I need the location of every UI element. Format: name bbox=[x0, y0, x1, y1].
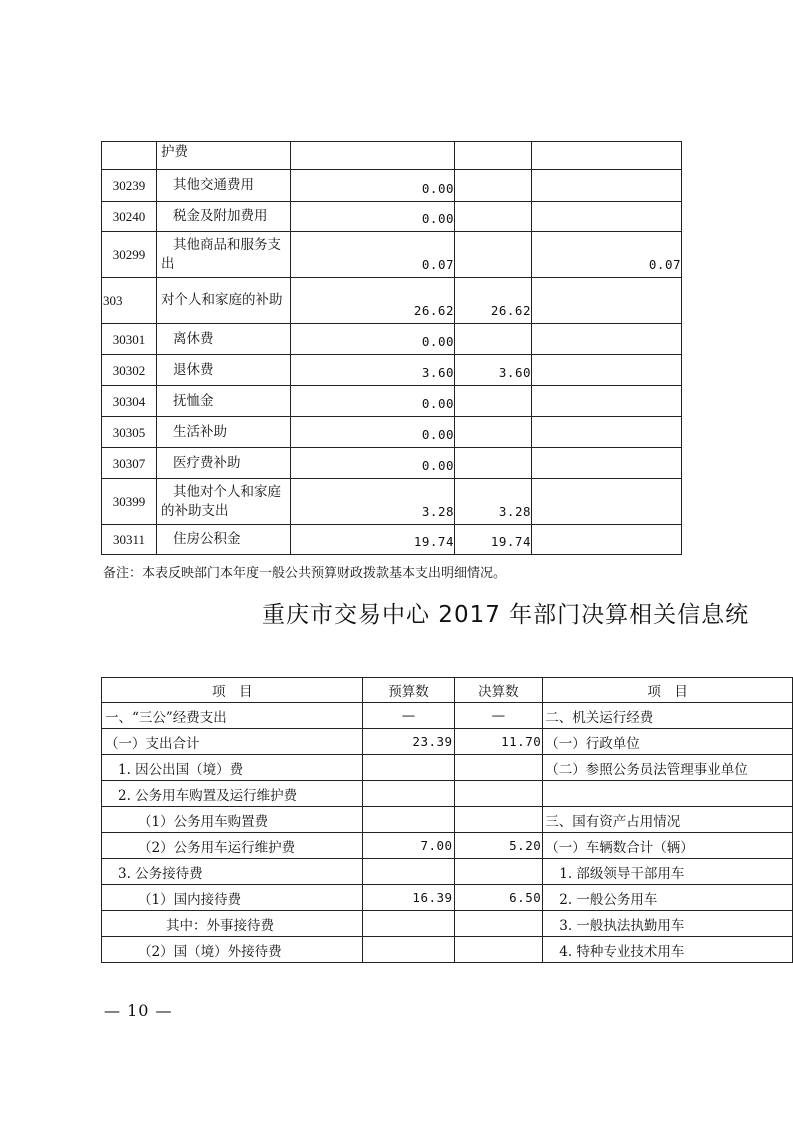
table-row bbox=[102, 755, 793, 781]
row-value-personnel bbox=[455, 202, 532, 232]
table-header-row bbox=[102, 678, 793, 703]
row-value-public bbox=[532, 386, 682, 417]
row-code: 30399 bbox=[102, 479, 157, 525]
table-row bbox=[102, 170, 682, 202]
row-value-personnel bbox=[455, 232, 532, 278]
row-value-total: 19.74 bbox=[291, 525, 455, 555]
row-left-item: （1）公务用车购置费 bbox=[102, 807, 363, 833]
section-title: 重庆市交易中心 2017 年部门决算相关信息统 bbox=[262, 602, 750, 628]
row-final bbox=[454, 781, 543, 807]
table-row bbox=[102, 937, 793, 963]
row-value-personnel bbox=[455, 448, 532, 479]
row-value-public bbox=[532, 170, 682, 202]
row-final: 5.20 bbox=[454, 833, 543, 859]
row-name: 其他对个人和家庭的补助支出 bbox=[157, 479, 291, 525]
row-left-item: 2. 公务用车购置及运行维护费 bbox=[102, 781, 363, 807]
table-row bbox=[102, 703, 793, 729]
table-note: 备注：本表反映部门本年度一般公共预算财政拨款基本支出明细情况。 bbox=[103, 566, 507, 581]
table-row bbox=[102, 729, 793, 755]
row-final: 11.70 bbox=[454, 729, 543, 755]
row-left-item: 1. 因公出国（境）费 bbox=[102, 755, 363, 781]
row-value-public bbox=[532, 142, 682, 170]
page-number: — 10 — bbox=[104, 1001, 173, 1020]
row-value-personnel bbox=[455, 386, 532, 417]
table-row bbox=[102, 479, 682, 525]
row-right-item: （一）车辆数合计（辆） bbox=[543, 833, 793, 859]
row-right-item: （二）参照公务员法管理事业单位 bbox=[543, 755, 793, 781]
row-code: 30307 bbox=[102, 448, 157, 479]
row-code: 30302 bbox=[102, 355, 157, 386]
row-value-total: 0.07 bbox=[291, 232, 455, 278]
row-value-total: 3.28 bbox=[291, 479, 455, 525]
row-value-personnel: 3.60 bbox=[455, 355, 532, 386]
row-right-item: 4. 特种专业技术用车 bbox=[543, 937, 793, 963]
row-name: 离休费 bbox=[157, 324, 291, 355]
row-value-total: 0.00 bbox=[291, 324, 455, 355]
row-name: 住房公积金 bbox=[157, 525, 291, 555]
row-value-public bbox=[532, 448, 682, 479]
table-row bbox=[102, 781, 793, 807]
table-row bbox=[102, 386, 682, 417]
row-value-public bbox=[532, 324, 682, 355]
row-left-item: （2）公务用车运行维护费 bbox=[102, 833, 363, 859]
row-right-item: 二、机关运行经费 bbox=[543, 703, 793, 729]
row-code: 30301 bbox=[102, 324, 157, 355]
row-left-item: 其中：外事接待费 bbox=[102, 911, 363, 937]
row-code: 30305 bbox=[102, 417, 157, 448]
row-right-item: 三、国有资产占用情况 bbox=[543, 807, 793, 833]
row-final: — bbox=[454, 703, 543, 729]
row-final bbox=[454, 911, 543, 937]
row-value-personnel bbox=[455, 170, 532, 202]
row-value-total: 0.00 bbox=[291, 386, 455, 417]
row-value-total: 3.60 bbox=[291, 355, 455, 386]
table-row bbox=[102, 202, 682, 232]
row-name: 其他商品和服务支出 bbox=[157, 232, 291, 278]
row-name: 退休费 bbox=[157, 355, 291, 386]
row-value-public: 0.07 bbox=[532, 232, 682, 278]
table-row bbox=[102, 807, 793, 833]
header-budget: 预算数 bbox=[363, 678, 454, 703]
row-value-total: 0.00 bbox=[291, 448, 455, 479]
info-statistics-table bbox=[101, 677, 793, 963]
table-row bbox=[102, 355, 682, 386]
header-item: 项 目 bbox=[102, 678, 363, 703]
row-value-public bbox=[532, 202, 682, 232]
row-budget bbox=[363, 807, 454, 833]
row-name: 对个人和家庭的补助 bbox=[157, 278, 291, 324]
row-left-item: （一）支出合计 bbox=[102, 729, 363, 755]
row-name: 税金及附加费用 bbox=[157, 202, 291, 232]
row-code bbox=[102, 142, 157, 170]
row-right-item: 3. 一般执法执勤用车 bbox=[543, 911, 793, 937]
row-left-item: （2）国（境）外接待费 bbox=[102, 937, 363, 963]
row-code: 30239 bbox=[102, 170, 157, 202]
table-row bbox=[102, 525, 682, 555]
table-row bbox=[102, 417, 682, 448]
row-value-total bbox=[291, 142, 455, 170]
row-value-total: 26.62 bbox=[291, 278, 455, 324]
header-final: 决算数 bbox=[454, 678, 543, 703]
row-budget: — bbox=[363, 703, 454, 729]
row-budget bbox=[363, 781, 454, 807]
row-right-item: （一）行政单位 bbox=[543, 729, 793, 755]
row-right-item: 2. 一般公务用车 bbox=[543, 885, 793, 911]
row-value-total: 0.00 bbox=[291, 417, 455, 448]
row-budget bbox=[363, 911, 454, 937]
row-left-item: （1）国内接待费 bbox=[102, 885, 363, 911]
row-final bbox=[454, 937, 543, 963]
row-final bbox=[454, 807, 543, 833]
row-left-item: 一、“三公”经费支出 bbox=[102, 703, 363, 729]
row-code: 30304 bbox=[102, 386, 157, 417]
row-budget bbox=[363, 859, 454, 885]
table-row bbox=[102, 859, 793, 885]
row-value-personnel: 19.74 bbox=[455, 525, 532, 555]
row-value-public bbox=[532, 479, 682, 525]
row-right-item: 1. 部级领导干部用车 bbox=[543, 859, 793, 885]
table-row bbox=[102, 911, 793, 937]
row-value-personnel bbox=[455, 417, 532, 448]
row-value-public bbox=[532, 417, 682, 448]
row-value-personnel bbox=[455, 324, 532, 355]
row-code: 30299 bbox=[102, 232, 157, 278]
row-value-total: 0.00 bbox=[291, 202, 455, 232]
row-code: 30311 bbox=[102, 525, 157, 555]
row-name: 护费 bbox=[157, 142, 291, 170]
info-table-container bbox=[101, 677, 793, 969]
row-value-total: 0.00 bbox=[291, 170, 455, 202]
row-budget bbox=[363, 755, 454, 781]
row-name: 医疗费补助 bbox=[157, 448, 291, 479]
row-budget: 23.39 bbox=[363, 729, 454, 755]
row-value-public bbox=[532, 355, 682, 386]
expense-detail-table bbox=[101, 141, 682, 555]
row-value-public bbox=[532, 525, 682, 555]
table-row bbox=[102, 885, 793, 911]
table-row bbox=[102, 278, 682, 324]
row-code: 30240 bbox=[102, 202, 157, 232]
row-name: 抚恤金 bbox=[157, 386, 291, 417]
row-value-personnel: 26.62 bbox=[455, 278, 532, 324]
row-value-personnel bbox=[455, 142, 532, 170]
row-budget: 7.00 bbox=[363, 833, 454, 859]
row-final bbox=[454, 755, 543, 781]
row-right-item bbox=[543, 781, 793, 807]
row-budget bbox=[363, 937, 454, 963]
table-row bbox=[102, 232, 682, 278]
row-code: 303 bbox=[102, 278, 157, 324]
row-name: 生活补助 bbox=[157, 417, 291, 448]
row-final: 6.50 bbox=[454, 885, 543, 911]
row-budget: 16.39 bbox=[363, 885, 454, 911]
table-row bbox=[102, 324, 682, 355]
header-item-right: 项 目 bbox=[543, 678, 793, 703]
table-row bbox=[102, 142, 682, 170]
row-left-item: 3. 公务接待费 bbox=[102, 859, 363, 885]
row-final bbox=[454, 859, 543, 885]
table-row bbox=[102, 448, 682, 479]
table-row bbox=[102, 833, 793, 859]
row-value-public bbox=[532, 278, 682, 324]
row-name: 其他交通费用 bbox=[157, 170, 291, 202]
row-value-personnel: 3.28 bbox=[455, 479, 532, 525]
